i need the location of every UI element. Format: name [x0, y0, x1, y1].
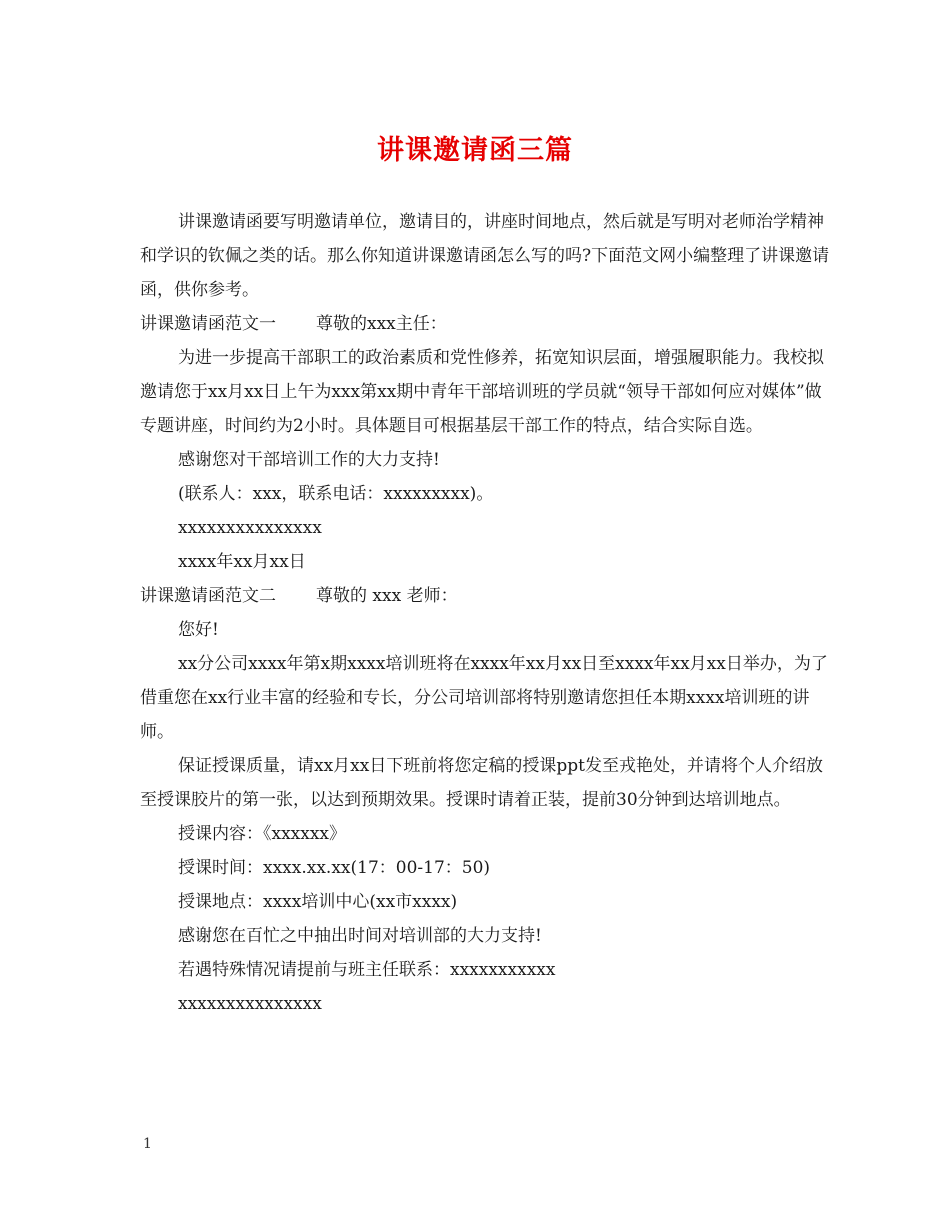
sample1-date: xxxx年xx月xx日	[178, 552, 306, 572]
sample2-heading: 讲课邀请函范文二	[140, 586, 276, 606]
sample2-paragraph-2: 保证授课质量，请xx月xx日下班前将您定稿的授课ppt发至戎艳处，并请将个人介绍放至授课胶片的第一张，以达到预期效果。授课时请着正装，提前30分钟到达培训地点。	[140, 756, 823, 810]
sample2-thanks: 感谢您在百忙之中抽出时间对培训部的大力支持!	[178, 926, 542, 946]
sample2-greeting: 您好!	[178, 620, 219, 640]
sample2-location: 授课地点：xxxx培训中心(xx市xxxx)	[178, 892, 458, 912]
intro-paragraph: 讲课邀请函要写明邀请单位，邀请目的，讲座时间地点，然后就是写明对老师治学精神和学识的钦佩之类的话。那么你知道讲课邀请函怎么写的吗?下面范文网小编整理了讲课邀请函，供你参考。	[140, 212, 830, 300]
sample1-paragraph: 为进一步提高干部职工的政治素质和党性修养，拓宽知识层面，增强履职能力。我校拟邀请您于xx月xx日上午为xxx第xx期中青年干部培训班的学员就“领导干部如何应对媒体”做专题讲座，时间约为2小时。具体题目可根据基层干部工作的特点，结合实际自选。	[140, 348, 824, 436]
sample1-signature: xxxxxxxxxxxxxxx	[178, 518, 322, 538]
sample2-content: 授课内容：《xxxxxx》	[178, 824, 347, 844]
sample1-contact: (联系人：xxx，联系电话：xxxxxxxxx)。	[178, 484, 494, 504]
sample2-salutation: 尊敬的 xxx 老师：	[316, 586, 458, 606]
sample2-signature: xxxxxxxxxxxxxxx	[178, 994, 322, 1014]
sample2-paragraph-1: xx分公司xxxx年第x期xxxx培训班将在xxxx年xx月xx日至xxxx年xx月xx日举办，为了借重您在xx行业丰富的经验和专长，分公司培训部将特别邀请您担任本期xxxx培训班的讲师。	[140, 654, 828, 742]
sample2-time: 授课时间：xxxx.xx.xx(17：00-17：50)	[178, 858, 491, 878]
sample1-thanks: 感谢您对干部培训工作的大力支持!	[178, 450, 440, 470]
document-body	[140, 205, 830, 1021]
page-number: 1	[143, 1136, 152, 1152]
sample1-heading: 讲课邀请函范文一	[140, 314, 276, 334]
document-title: 讲课邀请函三篇	[377, 135, 573, 166]
sample2-heading-line	[140, 579, 830, 613]
sample2-contact: 若遇特殊情况请提前与班主任联系：xxxxxxxxxxx	[178, 960, 556, 980]
sample1-heading-line	[140, 307, 830, 341]
sample1-salutation: 尊敬的xxx主任：	[316, 314, 447, 334]
